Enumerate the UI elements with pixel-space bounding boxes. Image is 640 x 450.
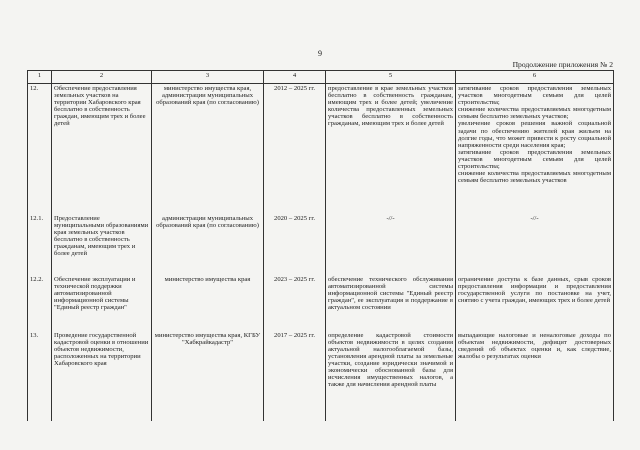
continuation-label: Продолжение приложения № 2 — [512, 60, 613, 69]
activity-cell: Предоставление муниципальными образованиями края земельных участков бесплатно в собственность гражданам, имеющим трех и более детей — [52, 214, 152, 275]
activity-cell: Обеспечение эксплуатации и технической поддержки автоматизированной информационной системы "Единый реестр граждан" — [52, 275, 152, 331]
row-number: 13. — [28, 331, 52, 421]
result-cell: -//- — [326, 214, 456, 275]
consequence-item: затягивание сроков предоставления земельных участков многодетным семьям для целей строительства; — [458, 85, 611, 107]
column-header: 3 — [152, 71, 264, 84]
row-number: 12. — [28, 84, 52, 214]
result-cell: определение кадастровой стоимости объектов недвижимости в целях создания актуальной налогооблагаемой базы, установления арендной платы за земельные участки, создание юридически значимой и экономически обоснованной базы для исчисления имущественных налогов, а также для начисления арендной платы — [326, 331, 456, 421]
column-header: 5 — [326, 71, 456, 84]
table-row — [28, 275, 614, 331]
executor-cell: министерство имущества края — [152, 275, 264, 331]
consequence-item: снижение количества предоставляемых многодетным семьям бесплатно земельных участков; — [458, 106, 611, 121]
result-cell: предоставление в крае земельных участков бесплатно в собственность гражданам, имеющим трех и более детей; увеличение количества предоставленных земельных участков бесплатно в собственность гражданам, имеющим трех и более детей — [326, 84, 456, 214]
consequences-cell: ограничение доступа к базе данных, срыв сроков предоставления информации и предоставления государственной услуги по постановке на учет, снятию с учета граждан, имеющих трех и более детей — [456, 275, 614, 331]
page-number: 9 — [318, 49, 322, 58]
consequences-cell: -//- — [456, 214, 614, 275]
column-header: 2 — [52, 71, 152, 84]
consequences-cell — [456, 84, 614, 214]
table-row — [28, 331, 614, 421]
period-cell: 2023 – 2025 гг. — [264, 275, 326, 331]
executor-cell: министерство имущества края, КГБУ "Хабкрайкадастр" — [152, 331, 264, 421]
executor-cell: министерство имущества края, администрации муниципальных образований края (по согласованию) — [152, 84, 264, 214]
activity-cell: Обеспечение предоставления земельных участков на территории Хабаровского края бесплатно в собственность граждан, имеющим трех и более детей — [52, 84, 152, 214]
result-cell: обеспечение технического обслуживания автоматизированной системы информационной системы "Единый реестр граждан", ее эксплуатация и поддержание в актуальном состоянии — [326, 275, 456, 331]
column-header: 4 — [264, 71, 326, 84]
table-row — [28, 214, 614, 275]
row-number: 12.2. — [28, 275, 52, 331]
table-row — [28, 84, 614, 214]
consequences-cell: выпадающие налоговые и неналоговые доходы по объектам недвижимости, дефицит достоверных сведений об объектах оценки и, как следствие, жалобы о результатах оценки — [456, 331, 614, 421]
executor-cell: администрации муниципальных образований края (по согласованию) — [152, 214, 264, 275]
row-number: 12.1. — [28, 214, 52, 275]
period-cell: 2017 – 2025 гг. — [264, 331, 326, 421]
consequence-item: увеличение сроков решения важной социальной задачи по обеспечению жителей края жильем на долгие годы, что может привести к росту социальной напряженности среди населения края; — [458, 120, 611, 149]
column-header: 6 — [456, 71, 614, 84]
consequence-item: затягивание сроков предоставления земельных участков многодетным семьям для целей строительства; — [458, 148, 611, 171]
period-cell: 2020 – 2025 гг. — [264, 214, 326, 275]
table-header-row — [28, 71, 614, 84]
program-table — [27, 70, 614, 421]
period-cell: 2012 – 2025 гг. — [264, 84, 326, 214]
column-header: 1 — [28, 71, 52, 84]
consequence-item: снижение количества предоставляемых многодетным семьям бесплатно земельных участков — [458, 170, 611, 185]
activity-cell: Проведение государственной кадастровой оценки в отношении объектов недвижимости, расположенных на территории Хабаровского края — [52, 331, 152, 421]
